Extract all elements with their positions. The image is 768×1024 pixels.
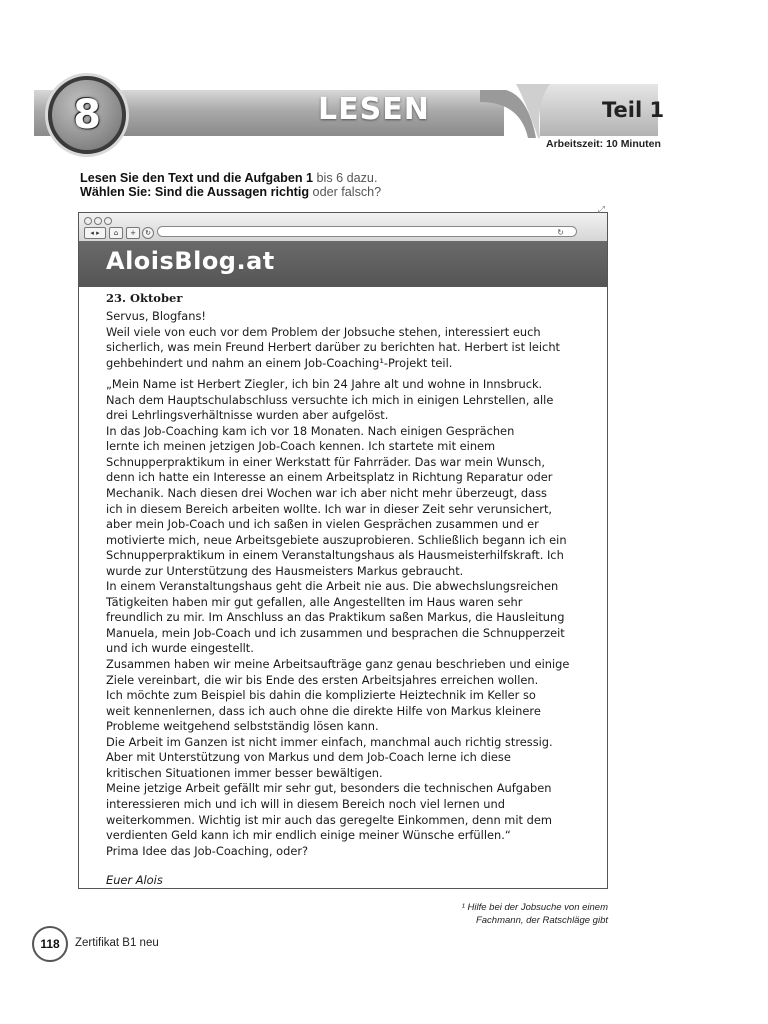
body-line: ich in diesem Bereich arbeiten wollte. Ich war in dieser Zeit sehr verunsichert, bbox=[106, 501, 553, 516]
browser-window bbox=[78, 205, 608, 889]
instruction-text-faint: bis 6 dazu. bbox=[313, 171, 378, 185]
window-maximize-icon[interactable] bbox=[104, 217, 112, 225]
address-bar[interactable] bbox=[157, 226, 577, 237]
greeting: Servus, Blogfans! bbox=[106, 309, 206, 323]
body-line: Schnupperpraktikum in einer Werkstatt für Fahrräder. Das war mein Wunsch, bbox=[106, 454, 545, 469]
page-number-badge bbox=[32, 926, 68, 962]
body-line: lernte ich meinen jetzigen Job-Coach kennen. Ich startete mit einem bbox=[106, 439, 496, 454]
instruction-text: Wählen Sie: Sind die Aussagen richtig bbox=[80, 185, 310, 199]
instruction-text-faint: oder falsch? bbox=[309, 185, 382, 199]
body-line: kritischen Situationen immer besser bewältigen. bbox=[106, 765, 383, 780]
blog-banner bbox=[79, 241, 607, 287]
body-line: aber mein Job-Coach und ich saßen in vielen Gesprächen zusammen und er bbox=[106, 517, 539, 532]
browser-toolbar bbox=[79, 205, 607, 242]
body-line: Die Arbeit im Ganzen ist nicht immer einfach, manchmal auch richtig stressig. bbox=[106, 734, 553, 749]
intro-line: sicherlich, was mein Freund Herbert darüber zu berichten hat. Herbert ist leicht bbox=[106, 340, 561, 355]
body-line: Ziele vereinbart, die wir bis Ende des ersten Arbeitsjahres erreichen wollen. bbox=[106, 672, 539, 687]
intro-paragraph bbox=[106, 309, 601, 371]
body-line: drei Lehrlingsverhältnisse wurden aber aufgelöst. bbox=[106, 408, 389, 423]
book-title: Zertifikat B1 neu bbox=[75, 937, 159, 949]
body-line: Ich möchte zum Beispiel bis dahin die komplizierte Heiztechnik im Keller so bbox=[106, 688, 536, 703]
body-line: interessieren mich und ich will in diesem Bereich noch viel lernen und bbox=[106, 796, 505, 811]
body-line: weiterkommen. Wichtig ist mir auch das geregelte Einkommen, denn mit dem bbox=[106, 812, 552, 827]
blog-post bbox=[106, 287, 601, 889]
intro-line: Weil viele von euch vor dem Problem der Jobsuche stehen, interessiert euch bbox=[106, 324, 541, 339]
refresh-icon[interactable]: ↻ bbox=[557, 228, 564, 237]
footnote-line-1: ¹ Hilfe bei der Jobsuche von einem bbox=[461, 902, 608, 913]
body-line: Aber mit Unterstützung von Markus und dem Job-Coach lerne ich diese bbox=[106, 750, 511, 765]
body-line: und ich wurde eingestellt. bbox=[106, 641, 254, 656]
instruction-line-1 bbox=[80, 171, 377, 185]
body-line: Schnupperpraktikum in einem Veranstaltungshaus als Hausmeisterhilfskraft. Ich bbox=[106, 548, 564, 563]
window-minimize-icon[interactable] bbox=[94, 217, 102, 225]
section-number: 8 bbox=[73, 92, 101, 138]
body-paragraph bbox=[106, 377, 601, 859]
intro-line: gehbehindert und nahm an einem Job-Coaching¹-Projekt teil. bbox=[106, 355, 453, 370]
home-icon[interactable]: ⌂ bbox=[109, 227, 123, 239]
footnote-line-2: Fachmann, der Ratschläge gibt bbox=[475, 915, 608, 926]
blog-title: AloisBlog.at bbox=[106, 247, 275, 275]
page-number: 118 bbox=[40, 937, 60, 951]
body-line: In das Job-Coaching kam ich vor 18 Monaten. Nach einigen Gesprächen bbox=[106, 423, 515, 438]
body-line: Manuela, mein Job-Coach und ich zusammen und besprachen die Schnupperzeit bbox=[106, 625, 565, 640]
body-line: In einem Veranstaltungshaus geht die Arbeit nie aus. Die abwechslungsreichen bbox=[106, 579, 559, 594]
instruction-line-2 bbox=[80, 185, 381, 199]
body-line: Prima Idee das Job-Coaching, oder? bbox=[106, 843, 309, 858]
body-line: Probleme weitgehend selbstständig lösen kann. bbox=[106, 719, 379, 734]
body-line: verdienten Geld kann ich mir endlich einige meiner Wünsche erfüllen.“ bbox=[106, 828, 511, 843]
post-date: 23. Oktober bbox=[106, 291, 183, 305]
work-time: Arbeitszeit: 10 Minuten bbox=[546, 138, 661, 150]
body-line: motivierte mich, neue Arbeitsgebiete auszuprobieren. Schließlich begann ich ein bbox=[106, 532, 567, 547]
reload-icon[interactable]: ↻ bbox=[142, 227, 154, 239]
section-number-badge bbox=[48, 76, 126, 154]
body-line: Meine jetzige Arbeit gefällt mir sehr gut, besonders die technischen Aufgaben bbox=[106, 781, 552, 796]
body-line: Nach dem Hauptschulabschluss versuchte ich mich in einigen Lehrstellen, alle bbox=[106, 392, 554, 407]
window-close-icon[interactable] bbox=[84, 217, 92, 225]
body-line: „Mein Name ist Herbert Ziegler, ich bin 24 Jahre alt und wohne in Innsbruck. bbox=[106, 377, 543, 392]
signature: Euer Alois bbox=[106, 873, 163, 888]
swoosh-decoration bbox=[480, 80, 560, 142]
add-tab-icon[interactable]: + bbox=[126, 227, 140, 239]
body-line: freundlich zu mir. Im Anschluss an das Praktikum saßen Markus, die Hausleitung bbox=[106, 610, 565, 625]
body-line: Mechanik. Nach diesen drei Wochen war ich aber nicht mehr überzeugt, dass bbox=[106, 486, 547, 501]
part-label: Teil 1 bbox=[602, 98, 665, 122]
section-title: LESEN bbox=[318, 92, 430, 127]
body-line: wurde zur Unterstützung des Hausmeisters Markus gebraucht. bbox=[106, 563, 464, 578]
resize-icon[interactable]: ⤢ bbox=[597, 205, 605, 215]
body-line: Tätigkeiten haben mir gut gefallen, alle Angestellten im Haus waren sehr bbox=[106, 594, 523, 609]
back-forward-icon[interactable]: ◂ ▸ bbox=[84, 227, 106, 239]
body-line: denn ich hatte ein Interesse an einem Arbeitsplatz in Richtung Reparatur oder bbox=[106, 470, 553, 485]
instruction-text: Lesen Sie den Text und die Aufgaben 1 bbox=[80, 171, 314, 185]
body-line: weit kennenlernen, dass ich auch ohne die direkte Hilfe von Markus kleinere bbox=[106, 703, 541, 718]
body-line: Zusammen haben wir meine Arbeitsaufträge ganz genau beschrieben und einige bbox=[106, 657, 570, 672]
